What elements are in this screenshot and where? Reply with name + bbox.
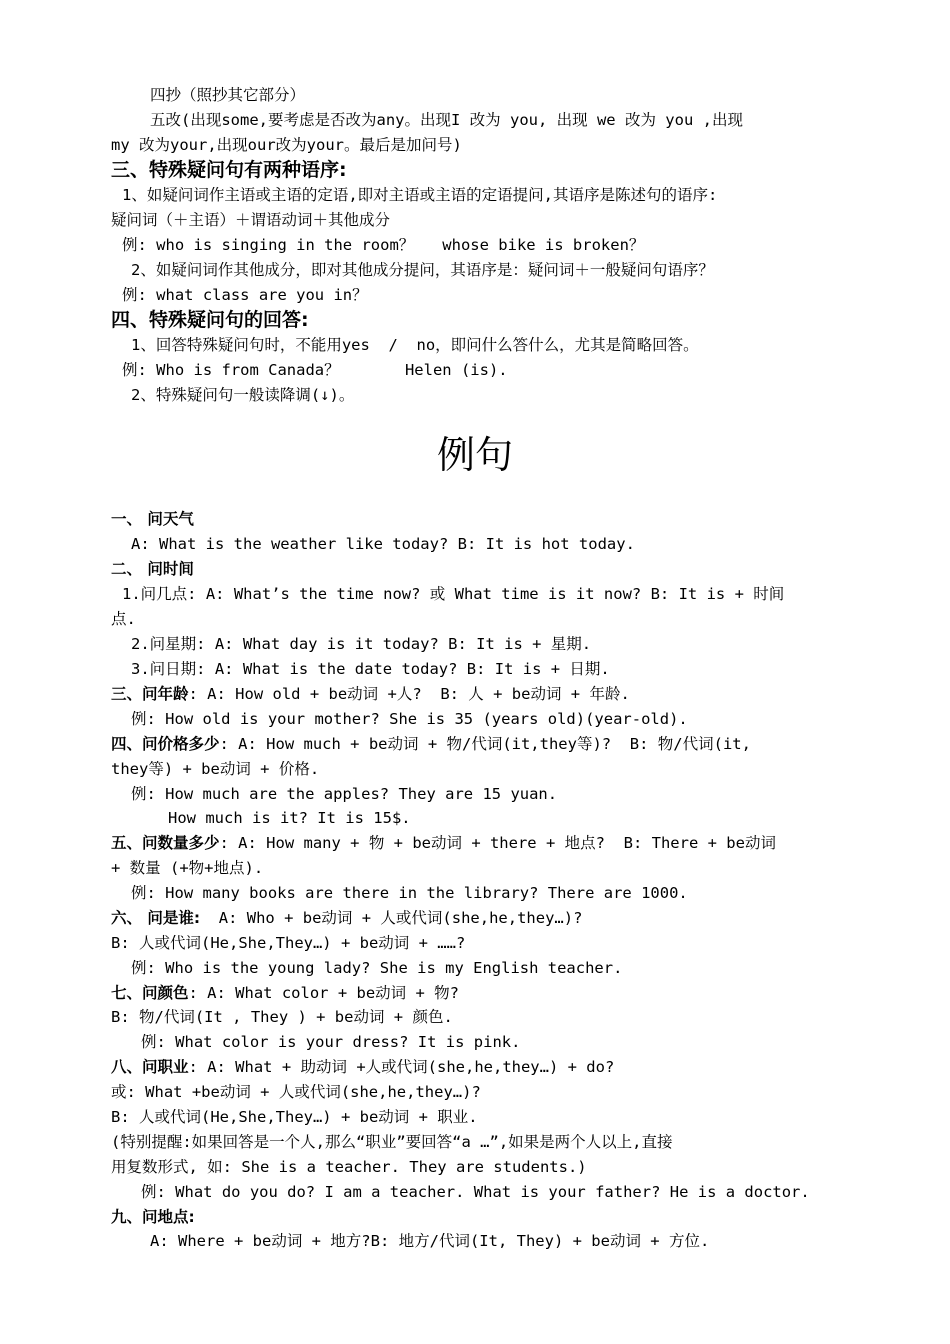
text-line: B: 人或代词(He,She,They…) + be动词 + 职业. bbox=[111, 1108, 478, 1126]
text-line: 2、如疑问词作其他成分，即对其他成分提问，其语序是：疑问词＋一般疑问句语序？ bbox=[131, 261, 714, 279]
text-line: 2.问星期: A: What day is it today? B: It is + 星期. bbox=[131, 635, 592, 653]
heading-label: 八、问职业 bbox=[111, 1058, 189, 1076]
example-line bbox=[0, 983, 950, 1003]
text-line: 疑问词（＋主语）＋谓语动词＋其他成分 bbox=[111, 211, 391, 229]
text-line: B: 物/代词(It , They ) + be动词 + 颜色. bbox=[111, 1008, 453, 1026]
example-line bbox=[0, 684, 950, 704]
text-line: 五改(出现some,要考虑是否改为any。出现I 改为 you, 出现 we 改为 you ,出现 bbox=[150, 111, 743, 129]
section-heading: 四、特殊疑问句的回答: bbox=[111, 309, 309, 331]
text-line: A: Where + be动词 + 地方?B: 地方/代词(It, They) + be动词 + 方位. bbox=[150, 1232, 710, 1250]
line-text: : A: What color + be动词 + 物? bbox=[188, 984, 459, 1002]
line-text: : A: How much + be动词 + 物/代词(it,they等)? B: 物/代词(it, bbox=[219, 735, 751, 753]
text-line: they等) + be动词 + 价格. bbox=[111, 760, 320, 778]
text-line: my 改为your,出现our改为your。最后是加问号) bbox=[111, 136, 462, 154]
example-heading bbox=[0, 509, 950, 529]
section-heading: 三、特殊疑问句有两种语序: bbox=[111, 159, 347, 181]
example-heading bbox=[0, 1207, 950, 1227]
line-text: : A: What + 助动词 +人或代词(she,he,they…) + do? bbox=[188, 1058, 615, 1076]
text-line: 例: How much are the apples? They are 15 yuan. bbox=[131, 785, 558, 803]
text-line: 例: what class are you in？ bbox=[122, 286, 368, 304]
text-line: 1、回答特殊疑问句时，不能用yes / no，即问什么答什么，尤其是简略回答。 bbox=[131, 336, 699, 354]
example-line bbox=[0, 908, 950, 928]
heading-label: 七、问颜色 bbox=[111, 984, 189, 1002]
line-text: A: Who + be动词 + 人或代词(she,he,they…)? bbox=[200, 909, 583, 927]
heading-label: 六、 问是谁: bbox=[111, 909, 201, 927]
heading-label: 九、问地点: bbox=[111, 1208, 195, 1226]
text-line: B: 人或代词(He,She,They…) + be动词 + ……? bbox=[111, 934, 466, 952]
text-line: 例: How old is your mother? She is 35 (years old)(year-old). bbox=[131, 710, 688, 728]
heading-label: 五、问数量多少 bbox=[111, 834, 220, 852]
heading-label: 二、 问时间 bbox=[111, 560, 194, 578]
text-line: 用复数形式, 如: She is a teacher. They are students.) bbox=[111, 1158, 587, 1176]
text-line: 点. bbox=[111, 610, 136, 628]
example-line bbox=[0, 734, 950, 754]
page-title: 例句 bbox=[436, 433, 513, 477]
text-line: 例: Who is the young lady? She is my English teacher. bbox=[131, 959, 623, 977]
text-line: 3.问日期: A: What is the date today? B: It is + 日期. bbox=[131, 660, 610, 678]
text-line: 例: who is singing in the room？ whose bike is broken？ bbox=[122, 236, 645, 254]
heading-label: 一、 问天气 bbox=[111, 510, 194, 528]
line-text: : A: How many + 物 + be动词 + there + 地点? B: There + be动词 bbox=[219, 834, 776, 852]
heading-label: 四、问价格多少 bbox=[111, 735, 220, 753]
text-line: 1、如疑问词作主语或主语的定语,即对主语或主语的定语提问,其语序是陈述句的语序: bbox=[122, 186, 718, 204]
heading-label: 三、问年龄 bbox=[111, 685, 189, 703]
text-line: (特别提醒:如果回答是一个人,那么“职业”要回答“a …”,如果是两个人以上,直接 bbox=[111, 1133, 673, 1151]
text-line: A: What is the weather like today? B: It is hot today. bbox=[131, 535, 635, 553]
text-line: 例: How many books are there in the library? There are 1000. bbox=[131, 884, 688, 902]
text-line: 1.问几点: A: What’s the time now? 或 What time is it now? B: It is + 时间 bbox=[122, 585, 785, 603]
example-line bbox=[0, 1057, 950, 1077]
text-line: 四抄（照抄其它部分） bbox=[150, 86, 306, 104]
text-line: 2、特殊疑问句一般读降调(↓)。 bbox=[131, 386, 355, 404]
text-line: How much is it? It is 15$. bbox=[168, 809, 411, 827]
text-line: 例: Who is from Canada？ Helen (is). bbox=[122, 361, 508, 379]
example-heading bbox=[0, 559, 950, 579]
line-text: : A: How old + be动词 +人? B: 人 + be动词 + 年龄. bbox=[188, 685, 630, 703]
text-line: 或: What +be动词 + 人或代词(she,he,they…)? bbox=[111, 1083, 481, 1101]
text-line: 例: What color is your dress? It is pink. bbox=[141, 1033, 521, 1051]
text-line: + 数量 (+物+地点). bbox=[111, 859, 264, 877]
text-line: 例: What do you do? I am a teacher. What is your father? He is a doctor. bbox=[141, 1183, 810, 1201]
example-line bbox=[0, 833, 950, 853]
